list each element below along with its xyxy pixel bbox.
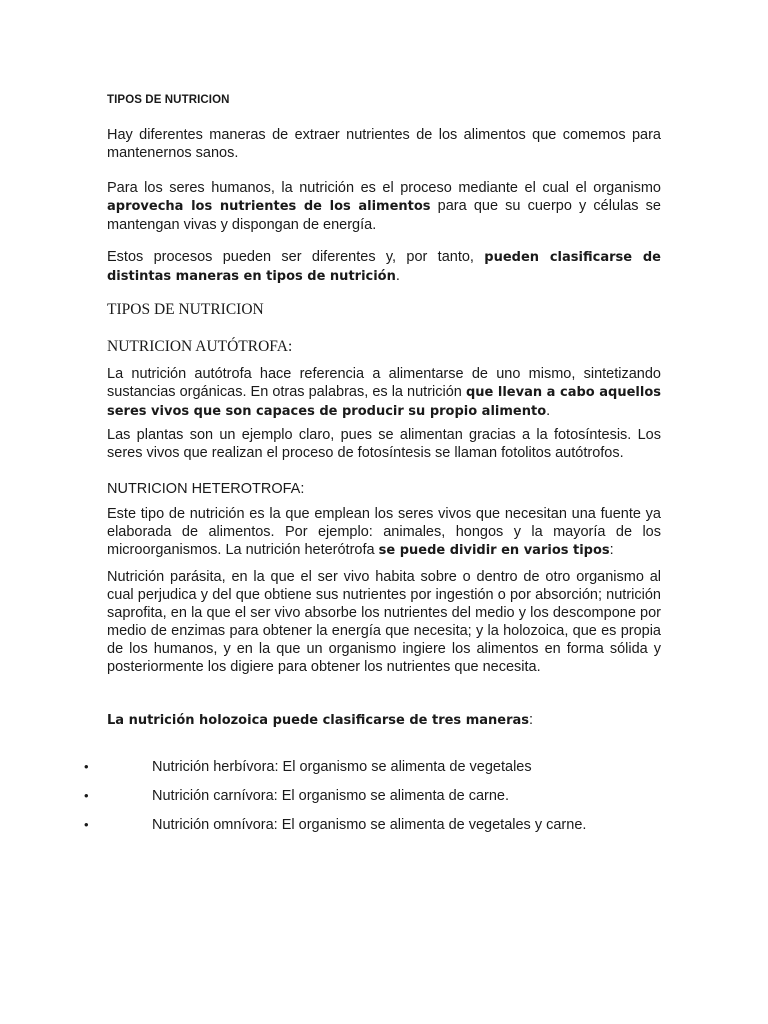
paragraph-procesos-bold: pueden clasificarse de distintas maneras en tipos de nutrición: [107, 250, 661, 284]
heading-heterotrofa: NUTRICION HETEROTROFA:: [107, 481, 305, 497]
paragraph-heterotrofa-text-a: Este tipo de nutrición es la que emplean los seres vivos que necesitan una fuente ya elaborada de alimentos. Por ejemplo: animales, hongos y la mayoría de los microorganismos. La nutrición heterótrofa: [107, 506, 661, 558]
paragraph-humanos-text-c: para que su cuerpo y células se mantengan vivas y dispongan de energía.: [107, 198, 661, 233]
bullet-icon: •: [84, 788, 89, 803]
paragraph-plantas: Las plantas son un ejemplo claro, pues se alimentan gracias a la fotosíntesis. Los seres vivos que realizan el proceso de fotosíntesis se llaman fotolitos autótrofos.: [107, 427, 661, 461]
paragraph-humanos-text-a: Para los seres humanos, la nutrición es el proceso mediante el cual el organismo: [107, 180, 661, 196]
paragraph-autotrofa-bold: que llevan a cabo aquellos seres vivos que son capaces de producir su propio alimento: [107, 385, 661, 419]
document-page: [107, 0, 661, 1024]
list-item-text: Nutrición carnívora: El organismo se alimenta de carne.: [152, 788, 510, 804]
paragraph-humanos-bold: aprovecha los nutrientes de los alimentos: [107, 199, 431, 214]
paragraph-procesos: [107, 248, 661, 286]
paragraph-procesos-text-a: Estos procesos pueden ser diferentes y, por tanto,: [107, 249, 485, 265]
bullet-icon: •: [84, 759, 89, 774]
paragraph-holozoica-text-c: :: [529, 712, 534, 728]
list-item-text: Nutrición omnívora: El organismo se alimenta de vegetales y carne.: [152, 817, 587, 833]
paragraph-procesos-text-c: .: [395, 268, 400, 284]
heading-autotrofa: NUTRICION AUTÓTROFA:: [107, 338, 293, 355]
list-item-text: Nutrición herbívora: El organismo se alimenta de vegetales: [152, 759, 532, 775]
paragraph-autotrofa: [107, 365, 661, 421]
paragraph-humanos: [107, 179, 661, 234]
paragraph-holozoica: [107, 711, 661, 730]
paragraph-holozoica-bold: La nutrición holozoica puede clasificarse de tres maneras: [107, 713, 530, 728]
heading-tipos: TIPOS DE NUTRICION: [107, 301, 264, 318]
paragraph-intro: Hay diferentes maneras de extraer nutrientes de los alimentos que comemos para mantenernos sanos.: [107, 127, 661, 161]
paragraph-autotrofa-text-a: La nutrición autótrofa hace referencia a alimentarse de uno mismo, sintetizando sustancias orgánicas. En otras palabras, es la nutrición: [107, 366, 661, 400]
document-title: TIPOS DE NUTRICION: [107, 94, 230, 106]
paragraph-parasita: Nutrición parásita, en la que el ser vivo habita sobre o dentro de otro organismo al cual perjudica y del que obtiene sus nutrientes por ingestión o por absorción; nutrición saprofita, en la que el ser vivo absorbe los nutrientes del medio y los descompone por medio de enzimas para obtener la energía que necesita; y la holozoica, que es propia de los humanos, y en la que un organismo ingiere los alimentos en forma sólida y posteriormente los digiere para obtener los nutrientes que necesita.: [107, 569, 661, 675]
paragraph-autotrofa-text-c: .: [546, 403, 551, 419]
paragraph-heterotrofa-bold: se puede dividir en varios tipos: [378, 543, 610, 558]
bullet-icon: •: [84, 817, 89, 832]
paragraph-heterotrofa-text-c: :: [609, 542, 614, 558]
paragraph-heterotrofa: [107, 505, 661, 560]
